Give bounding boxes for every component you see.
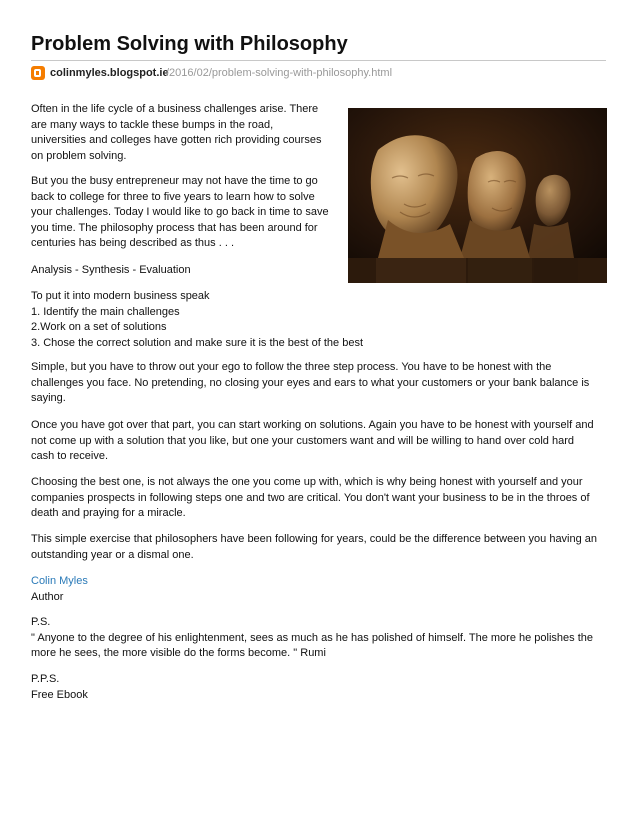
author-name-link[interactable]: Colin Myles <box>31 575 88 587</box>
simple-paragraph: Simple, but you have to throw out your ego to follow the three step process. You have to be honest with the challenges you face. No pretending, no closing your eyes and ears to what your customers or your bank balance is saying. <box>31 361 590 404</box>
postscript-block <box>31 615 607 662</box>
blogger-icon <box>31 66 45 80</box>
pps-label: P.P.S. <box>31 673 60 685</box>
author-role: Author <box>31 590 64 603</box>
process-line: Analysis - Synthesis - Evaluation <box>31 264 191 276</box>
busy-entrepreneur-paragraph: But you the busy entrepreneur may not have the time to go back to college for three to five years to learn how to solve your challenges. Today I would like to go back in time to save you time. The philosophy process that has been around for centuries has being described as thus . . . <box>31 175 329 249</box>
author-block <box>31 574 607 605</box>
ps-quote-line: " Anyone to the degree of his enlightenment, sees as much as he has polished of himself. The more he polishes the <box>31 631 593 644</box>
title-divider <box>31 60 606 61</box>
free-ebook-text: Free Ebook <box>31 688 88 701</box>
page-title: Problem Solving with Philosophy <box>31 33 348 55</box>
solutions-paragraph: Once you have got over that part, you can start working on solutions. Again you have to be honest with yourself and not come up with a solution that you like, but one your customers want and will be willing to hand over cold hard cash to receive. <box>31 419 594 462</box>
source-domain-link[interactable]: colinmyles.blogspot.ie <box>50 67 169 79</box>
exercise-paragraph: This simple exercise that philosophers have been following for years, could be the difference between you having an outstanding year or a dismal one. <box>31 533 598 561</box>
ps-quote-line: more he sees, the more visible do the forms become. " Rumi <box>31 647 326 659</box>
ps-label: P.S. <box>31 616 51 628</box>
post-postscript-block <box>31 672 607 703</box>
choosing-paragraph: Choosing the best one, is not always the one you come up with, which is why being honest with yourself and your companies prospects in following steps one and two are critical. You don't want your business to be in the throes of death and praying for a miracle. <box>31 476 590 519</box>
source-path-link[interactable]: /2016/02/problem-solving-with-philosophy.html <box>166 67 393 79</box>
steps-list: To put it into modern business speak 1. Identify the main challenges 2.Work on a set of solutions 3. Chose the correct solution and make sure it is the best of the best <box>31 290 364 349</box>
intro-paragraph: Often in the life cycle of a business challenges arise. There are many ways to tackle these bumps in the road, universities and colleges have gotten rich providing courses on problem solving. <box>31 103 322 162</box>
philosopher-busts-image <box>348 108 607 283</box>
